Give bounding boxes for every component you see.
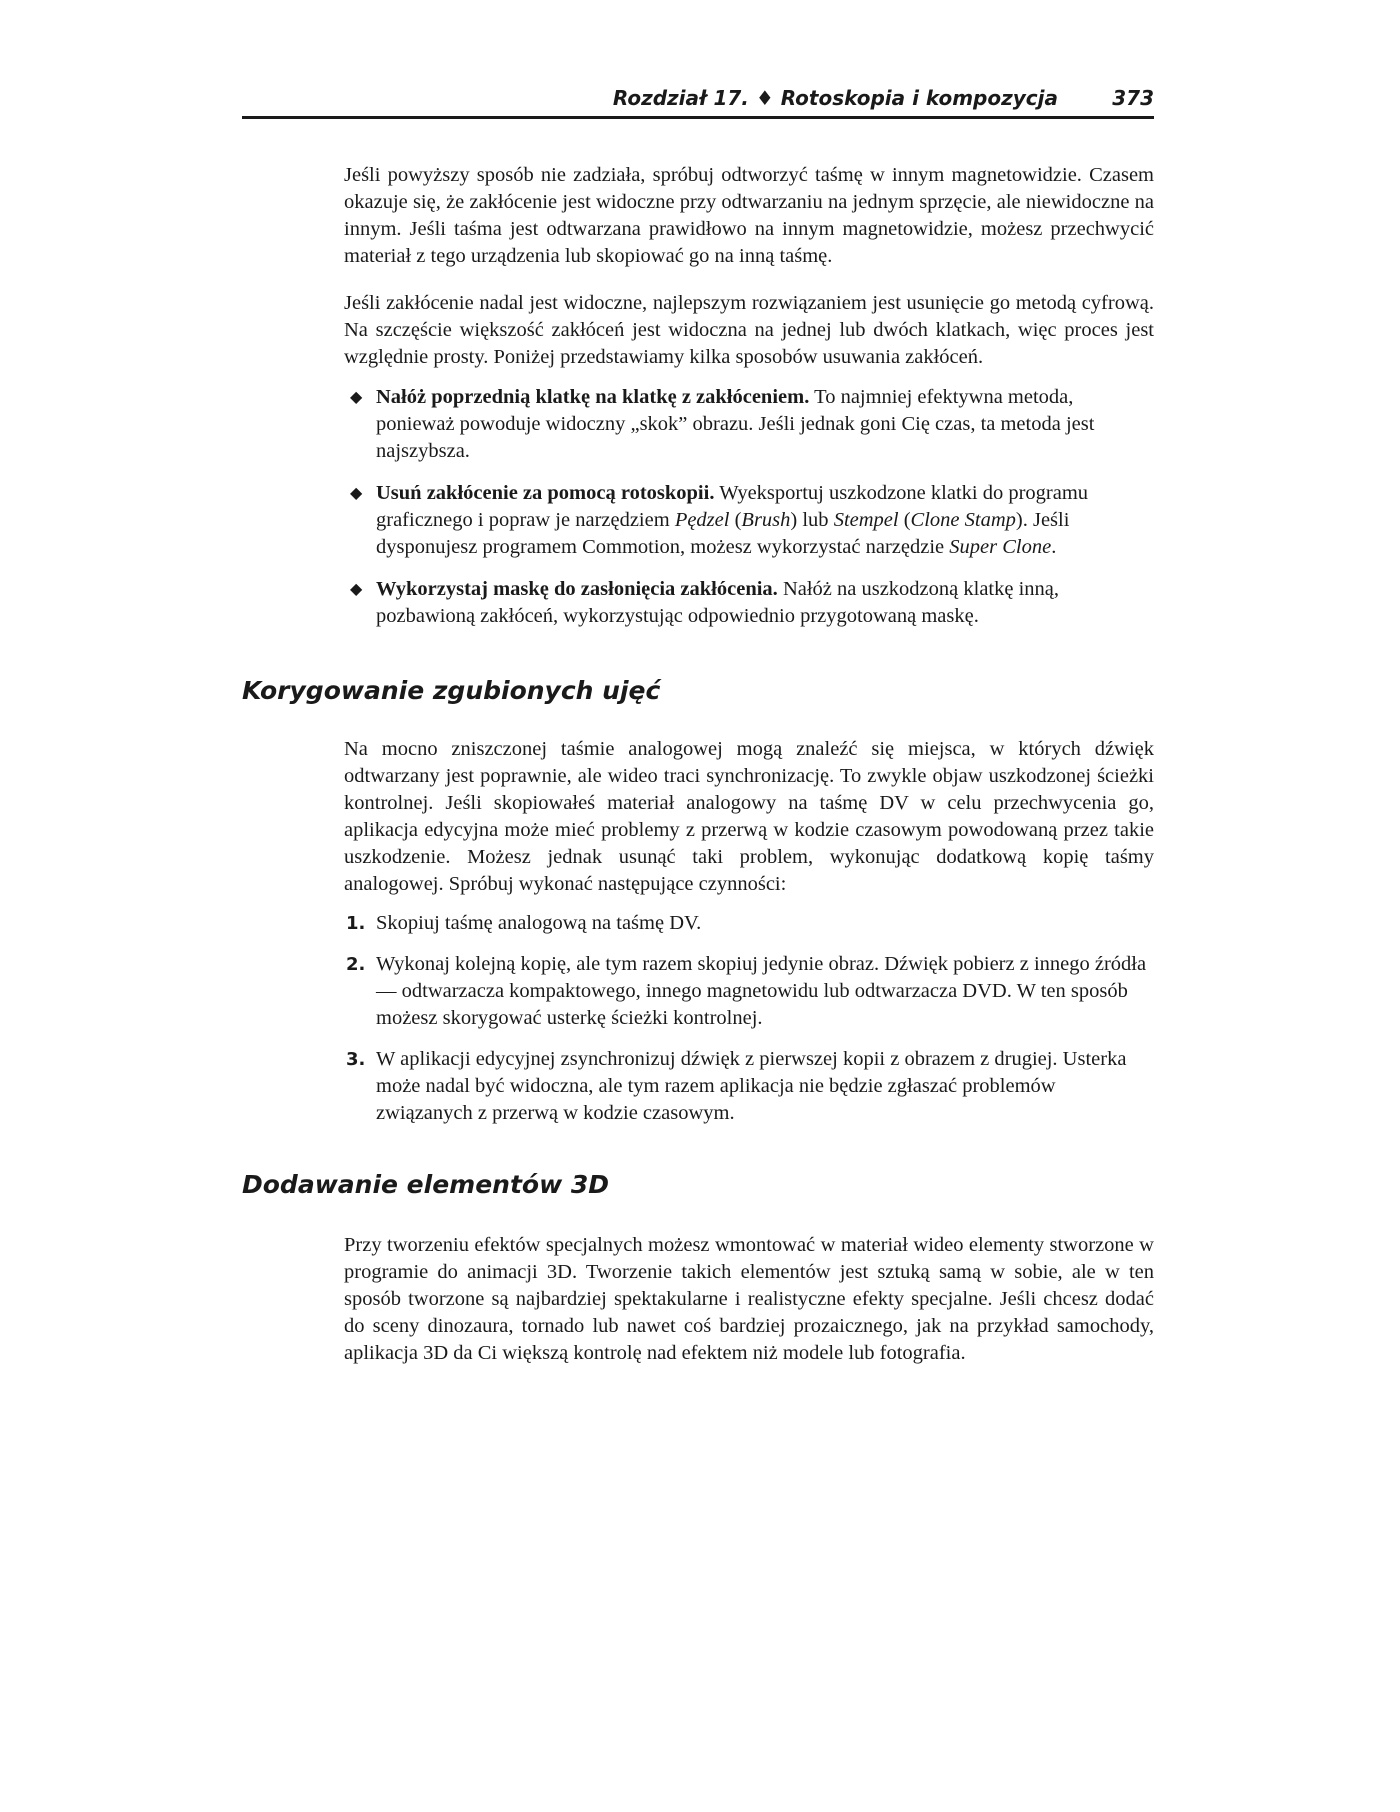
paragraph-text: Jeśli powyższy sposób nie zadziała, spróbuj odtworzyć taśmę w innym magnetowidzie. Czasem okazuje się, że zakłócenie jest widoczne przy odtwarzaniu na jednym sprzęcie, ale niewidoczne na innym. Jeśli taśma jest odtwarzana prawidłowo na innym magnetowidzie, możesz przechwycić materiał z tego urządzenia lub skopiować go na inną taśmę. — [344, 164, 1154, 267]
step-text: Skopiuj taśmę analogową na taśmę DV. — [376, 912, 702, 934]
tool-name: Clone Stamp — [910, 509, 1016, 531]
section1-paragraph — [344, 736, 1154, 898]
bullet-text: ) lub — [790, 509, 834, 531]
tool-name: Stempel — [833, 509, 899, 531]
bullet-text: Wyeksportuj uszkodzone klatki do programu graficznego i popraw je narzędziem — [376, 482, 1089, 531]
diamond-bullet-icon: ◆ — [350, 389, 363, 406]
tool-name: Brush — [741, 509, 791, 531]
bullet-lead: Usuń zakłócenie za pomocą rotoskopii. — [376, 482, 715, 504]
bullet-text: ( — [898, 509, 911, 531]
bullet-text: ). Jeśli dysponujesz programem Commotion, możesz wykorzystać narzędzie — [376, 509, 1070, 558]
section2-paragraph — [344, 1232, 1154, 1367]
intro-paragraph-1 — [344, 162, 1154, 270]
paragraph-text: Przy tworzeniu efektów specjalnych możesz wmontować w materiał wideo elementy stworzone w programie do animacji 3D. Tworzenie takich elementów jest sztuką samą w sobie, ale w ten sposób tworzone są najbardziej spektakularne i realistyczne efekty specjalne. Jeśli chcesz dodać do sceny dinozaura, tornado lub nawet coś bardziej prozaicznego, jak na przykład samochody, aplikacja 3D da Ci większą kontrolę nad efektem niż modele lub fotografia. — [344, 1234, 1154, 1364]
list-item — [344, 576, 1154, 630]
step-text: W aplikacji edycyjnej zsynchronizuj dźwięk z pierwszej kopii z obrazem z drugiej. Usterka może nadal być widoczna, ale tym razem aplikacja nie będzie zgłaszać problemów związanych z przerwą w kodzie czasowym. — [376, 1048, 1127, 1124]
section-heading: Korygowanie zgubionych ujęć — [242, 676, 661, 705]
bullet-lead: Wykorzystaj maskę do zasłonięcia zakłócenia. — [376, 578, 778, 600]
bullet-text: To najmniej efektywna metoda, ponieważ powoduje widoczny „skok” obrazu. Jeśli jednak goni Cię czas, ta metoda jest najszybsza. — [376, 386, 1095, 462]
chapter-title: Rozdział 17. ♦ Rotoskopia i kompozycja — [612, 86, 1058, 110]
bullet-text: . — [1051, 536, 1057, 558]
paragraph-text: Jeśli zakłócenie nadal jest widoczne, najlepszym rozwiązaniem jest usunięcie go metodą cyfrową. Na szczęście większość zakłóceń jest widoczna na jednej lub dwóch klatkach, więc proces jest względnie prosty. Poniżej przedstawiamy kilka sposobów usuwania zakłóceń. — [344, 292, 1154, 368]
tool-name: Super Clone — [949, 536, 1052, 558]
step-number: 2. — [346, 954, 366, 975]
intro-paragraph-2 — [344, 290, 1154, 371]
step-number: 3. — [346, 1049, 366, 1070]
bullet-text: ( — [729, 509, 742, 531]
list-item — [344, 910, 1154, 937]
step-number: 1. — [346, 913, 366, 934]
section-heading: Dodawanie elementów 3D — [242, 1170, 610, 1199]
tool-name: Pędzel — [674, 509, 730, 531]
bullet-list — [344, 384, 1154, 630]
list-item — [344, 1046, 1154, 1127]
diamond-bullet-icon: ◆ — [350, 581, 363, 598]
page-number: 373 — [1112, 86, 1154, 110]
list-item — [344, 951, 1154, 1032]
diamond-bullet-icon: ◆ — [350, 485, 363, 502]
list-item — [344, 480, 1154, 561]
bullet-text: Nałóż na uszkodzoną klatkę inną, pozbawioną zakłóceń, wykorzystując odpowiednio przygotowaną maskę. — [376, 578, 1060, 627]
running-header — [242, 84, 1154, 119]
bullet-lead: Nałóż poprzednią klatkę na klatkę z zakłóceniem. — [376, 386, 810, 408]
list-item — [344, 384, 1154, 465]
paragraph-text: Na mocno zniszczonej taśmie analogowej mogą znaleźć się miejsca, w których dźwięk odtwarzany jest poprawnie, ale wideo traci synchronizację. To zwykle objaw uszkodzonej ścieżki kontrolnej. Jeśli skopiowałeś materiał analogowy na taśmę DV w celu przechwycenia go, aplikacja edycyjna może mieć problemy z przerwą w kodzie czasowym powodowaną przez takie uszkodzenie. Możesz jednak usunąć taki problem, wykonując dodatkową kopię taśmy analogowej. Spróbuj wykonać następujące czynności: — [344, 738, 1154, 895]
numbered-list — [344, 910, 1154, 1127]
step-text: Wykonaj kolejną kopię, ale tym razem skopiuj jedynie obraz. Dźwięk pobierz z innego źródła — odtwarzacza kompaktowego, innego magnetowidu lub odtwarzacza DVD. W ten sposób możesz skorygować usterkę ścieżki kontrolnej. — [376, 953, 1147, 1029]
